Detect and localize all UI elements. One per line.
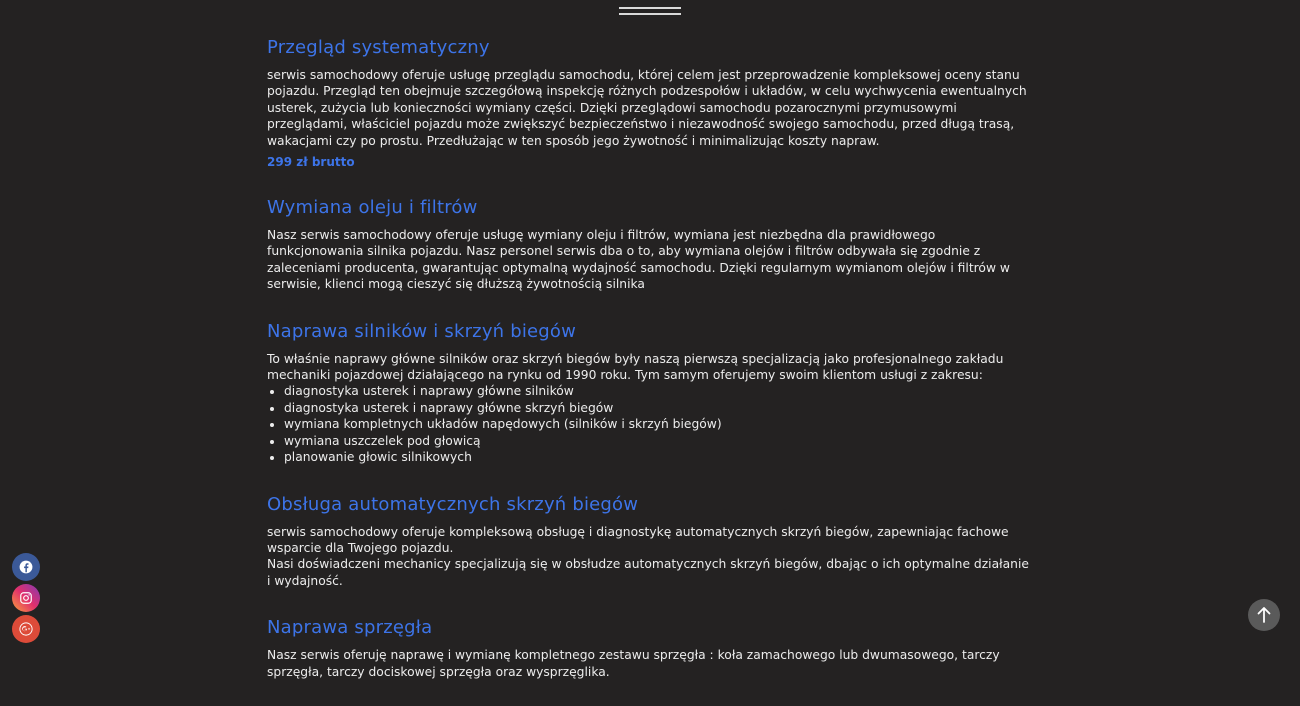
service-section: [267, 195, 1035, 293]
service-list: [267, 383, 1035, 465]
section-title: Naprawa silników i skrzyń biegów: [267, 320, 577, 342]
menu-bar: [619, 7, 681, 9]
service-section: [267, 319, 1035, 466]
list-item: • wymiana kompletnych układów napędowych (silników i skrzyń biegów): [284, 416, 1035, 432]
arrow-up-icon: [1257, 607, 1271, 623]
price-label: 299 zł brutto: [267, 155, 355, 170]
section-text: Nasz serwis samochodowy oferuje usługę wymiany oleju i filtrów, wymiana jest niezbędna dla prawidłowego funkcjonowania silnika pojazdu. Nasz personel serwis dba o to, aby wymiana olejów i filtrów odbywała się zgodnie z zaleceniami producenta, gwarantując optymalną wydajność samochodu. Dzięki regularnym wymianom olejów i filtrów w serwisie, klienci mogą cieszyć się dłuższą żywotnością silnika: [267, 228, 1010, 292]
section-text: To właśnie naprawy główne silników oraz skrzyń biegów były naszą pierwszą specjalizacją jako profesjonalnego zakładu mechaniki pojazdowej działającego na rynku od 1990 roku. Tym samym oferujemy swoim klientom usługi z zakresu:: [267, 351, 1004, 383]
instagram-icon: [19, 591, 33, 605]
section-title: Wymiana oleju i filtrów: [267, 197, 478, 219]
facebook-icon: [19, 560, 33, 574]
facebook-link[interactable]: [12, 553, 40, 581]
list-item: • diagnostyka usterek i naprawy główne skrzyń biegów: [284, 400, 1035, 416]
section-title: Naprawa sprzęgła: [267, 617, 433, 639]
section-text: serwis samochodowy oferuje kompleksową obsługę i diagnostykę automatycznych skrzyń biegów, zapewniając fachowe wsparcie dla Twojego pojazdu.: [267, 524, 1009, 555]
google-plus-link[interactable]: [12, 615, 40, 643]
service-section: [267, 35, 1035, 169]
service-section: [267, 615, 1035, 680]
section-title: Obsługa automatycznych skrzyń biegów: [267, 493, 639, 515]
section-title: Przegląd systematyczny: [267, 37, 490, 58]
section-text: Nasi doświadczeni mechanicy specjalizują się w obsłudze automatycznych skrzyń biegów, dbając o ich optymalne działanie i wydajność.: [267, 557, 1029, 588]
service-section: [267, 492, 1035, 590]
section-text: Nasz serwis oferuję naprawę i wymianę kompletnego zestawu sprzęgła : koła zamachowego lub dwumasowego, tarczy sprzęgła, tarczy dociskowej sprzęgła oraz wysprzęglika.: [267, 648, 1000, 679]
instagram-link[interactable]: [12, 584, 40, 612]
scroll-to-top-button[interactable]: [1248, 599, 1280, 631]
menu-bar: [619, 13, 681, 15]
menu-toggle-icon[interactable]: [619, 7, 681, 19]
google-plus-icon: [19, 622, 33, 636]
list-item: • diagnostyka usterek i naprawy główne silników: [284, 383, 1035, 399]
section-text: serwis samochodowy oferuje usługę przeglądu samochodu, której celem jest przeprowadzenie kompleksowej oceny stanu pojazdu. Przegląd ten obejmuje szczegółową inspekcję różnych podzespołów i układów, w celu wychwycenia ewentualnych usterek, zużycia lub konieczności wymiany części. Dzięki przeglądowi samochodu pozarocznymi przymusowymi przeglądami, właściciel pojazdu może zwiększyć bezpieczeństwo i niezawodność swojego samochodu, przed długą trasą, wakacjami czy po prostu. Przedłużając w ten sposób jego żywotność i minimalizując koszty napraw.: [267, 68, 1027, 148]
list-item: • wymiana uszczelek pod głowicą: [284, 433, 1035, 449]
list-item: • planowanie głowic silnikowych: [284, 449, 1035, 465]
services-content: [267, 35, 1035, 706]
